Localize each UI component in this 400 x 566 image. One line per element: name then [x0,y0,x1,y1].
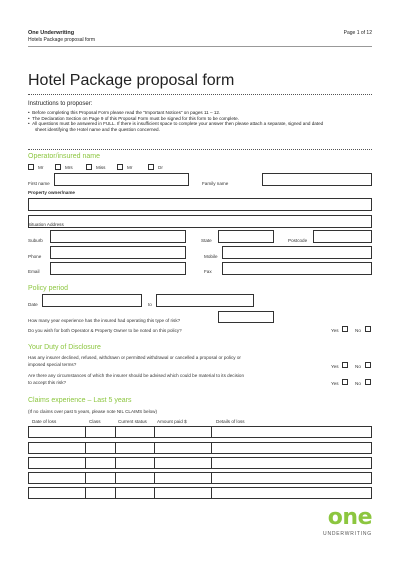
mobile-field[interactable] [222,246,372,259]
logo-wordmark: one [327,505,372,530]
noted-yes-label: Yes [331,328,339,333]
logo-subtext: UNDERWRITING [323,531,372,537]
table-row [29,427,372,438]
table-cell[interactable] [29,443,86,454]
table-row [29,473,372,484]
instructions-divider [28,149,372,150]
col-class: Class [89,419,101,424]
disclosure-q2-yes-checkbox[interactable] [342,379,348,385]
table-cell[interactable] [29,488,86,499]
noted-question: Do you wish for both Operator & Property Owner to be noted on this policy? [28,328,182,333]
noted-no-checkbox[interactable] [365,326,371,332]
title-divider [28,94,372,95]
table-cell[interactable] [154,427,212,438]
first-name-label: First name [28,181,50,186]
disclosure-heading: Your Duty of Disclosure [28,344,101,351]
experience-field[interactable] [218,311,274,323]
phone-label: Phone [28,254,42,259]
postcode-label: Postcode [288,238,308,243]
table-cell[interactable] [115,458,154,469]
title-mr-label: Mr [38,165,44,170]
noted-no-label: No [355,328,361,333]
col-amount-paid: Amount paid $ [157,419,187,424]
family-name-field[interactable] [262,173,372,186]
disclosure-q1-line2: imposed special terms? [28,362,77,367]
header-divider [28,46,372,47]
date-to-label: to [148,302,152,307]
date-label: Date [28,302,38,307]
disclosure-q1-yes-label: Yes [331,364,339,369]
table-cell[interactable] [154,458,212,469]
disclosure-q1-no-label: No [355,364,361,369]
instruction-item: • Before completing this Proposal Form please read the "Important Notices" on pages 11 – 12. [28,110,221,115]
instructions-heading: Instructions to proposer: [28,101,93,107]
table-cell[interactable] [115,443,154,454]
state-label: State [201,238,212,243]
table-cell[interactable] [212,473,372,484]
table-cell[interactable] [115,473,154,484]
date-from-field[interactable] [42,294,142,307]
fax-label: Fax [204,269,212,274]
table-cell[interactable] [154,443,212,454]
table-row [29,458,372,469]
disclosure-q1-line1: Has any insurer declined, refused, withdrawn or permitted withdrawal or cancelled a proposal or policy or [28,355,241,360]
page-title: Hotel Package proposal form [28,72,235,89]
fax-field[interactable] [222,262,372,275]
instruction-item: sheet identifying the Hotel name and the question concerned. [35,126,160,132]
date-to-field[interactable] [156,294,254,307]
instruction-item: • All questions must be answered in FULL. If there is insufficient space to complete your answer then please attach a separate, signed and dated [28,121,324,127]
email-field[interactable] [50,262,186,275]
state-field[interactable] [218,230,274,243]
postcode-field[interactable] [313,230,372,243]
suburb-label: Suburb [28,238,43,243]
table-cell[interactable] [154,488,212,499]
instruction-item: • The Declaration Section on Page 9 of this Proposal Form must be signed for this form to be complete. [28,115,239,121]
disclosure-q1-yes-checkbox[interactable] [342,362,348,368]
noted-yes-checkbox[interactable] [342,326,348,332]
table-cell[interactable] [154,473,212,484]
table-cell[interactable] [29,473,86,484]
col-details-of-loss: Details of loss [216,419,245,424]
title-mr2-label: Mr [127,165,133,170]
claims-heading: Claims experience – Last 5 years [28,397,132,404]
experience-question: How many year experience has the insured had operating this type of risk? [28,318,181,323]
title-dr-checkbox[interactable] [148,164,154,170]
title-mr2-checkbox[interactable] [117,164,123,170]
table-cell[interactable] [85,443,115,454]
property-owner-label: Property owner/name [28,190,75,195]
table-cell[interactable] [212,427,372,438]
table-cell[interactable] [85,473,115,484]
table-cell[interactable] [85,488,115,499]
table-cell[interactable] [85,458,115,469]
title-mrs-checkbox[interactable] [55,164,61,170]
header-company: One Underwriting [28,30,75,36]
disclosure-q1-no-checkbox[interactable] [365,362,371,368]
instructions-list [28,110,373,132]
title-mrs-label: Mrs [65,165,73,170]
phone-field[interactable] [50,246,186,259]
mobile-label: Mobile [204,254,218,259]
col-current-status: Current status [118,419,147,424]
family-name-label: Family name [202,181,229,186]
table-cell[interactable] [212,458,372,469]
table-cell[interactable] [212,488,372,499]
disclosure-q2-no-label: No [355,381,361,386]
table-cell[interactable] [29,427,86,438]
table-row [29,488,372,499]
disclosure-q2-line1: Are there any circumstances of which the insurer should be advised which could be material to its decision [28,373,245,378]
disclosure-q2-no-checkbox[interactable] [365,379,371,385]
claims-table [28,426,372,499]
table-cell[interactable] [115,427,154,438]
suburb-field[interactable] [50,230,186,243]
property-owner-field[interactable] [28,198,372,211]
email-label: Email [28,269,40,274]
claims-note: (If no claims over past 5 years, please note NIL CLAIMS below) [28,409,158,414]
policy-heading: Policy period [28,285,69,292]
page-number: Page 1 of 12 [343,30,372,36]
table-cell[interactable] [29,458,86,469]
header-form-name: Hotels Package proposal form [28,37,95,43]
disclosure-q2-line2: to accept this risk? [28,380,67,385]
first-name-field[interactable] [54,173,189,186]
operator-heading: Operator/insured name [28,153,100,160]
table-row [29,443,372,454]
disclosure-q2-yes-label: Yes [331,381,339,386]
table-cell[interactable] [212,443,372,454]
col-date-of-loss: Date of loss [32,419,57,424]
title-dr-label: Dr [158,165,163,170]
table-cell[interactable] [85,427,115,438]
situation-address-label: Situation Address [28,222,64,227]
table-cell[interactable] [115,488,154,499]
title-miss-label: Miss [96,165,106,170]
title-miss-checkbox[interactable] [86,164,92,170]
situation-address-field[interactable] [28,215,372,228]
title-mr-checkbox[interactable] [28,164,34,170]
